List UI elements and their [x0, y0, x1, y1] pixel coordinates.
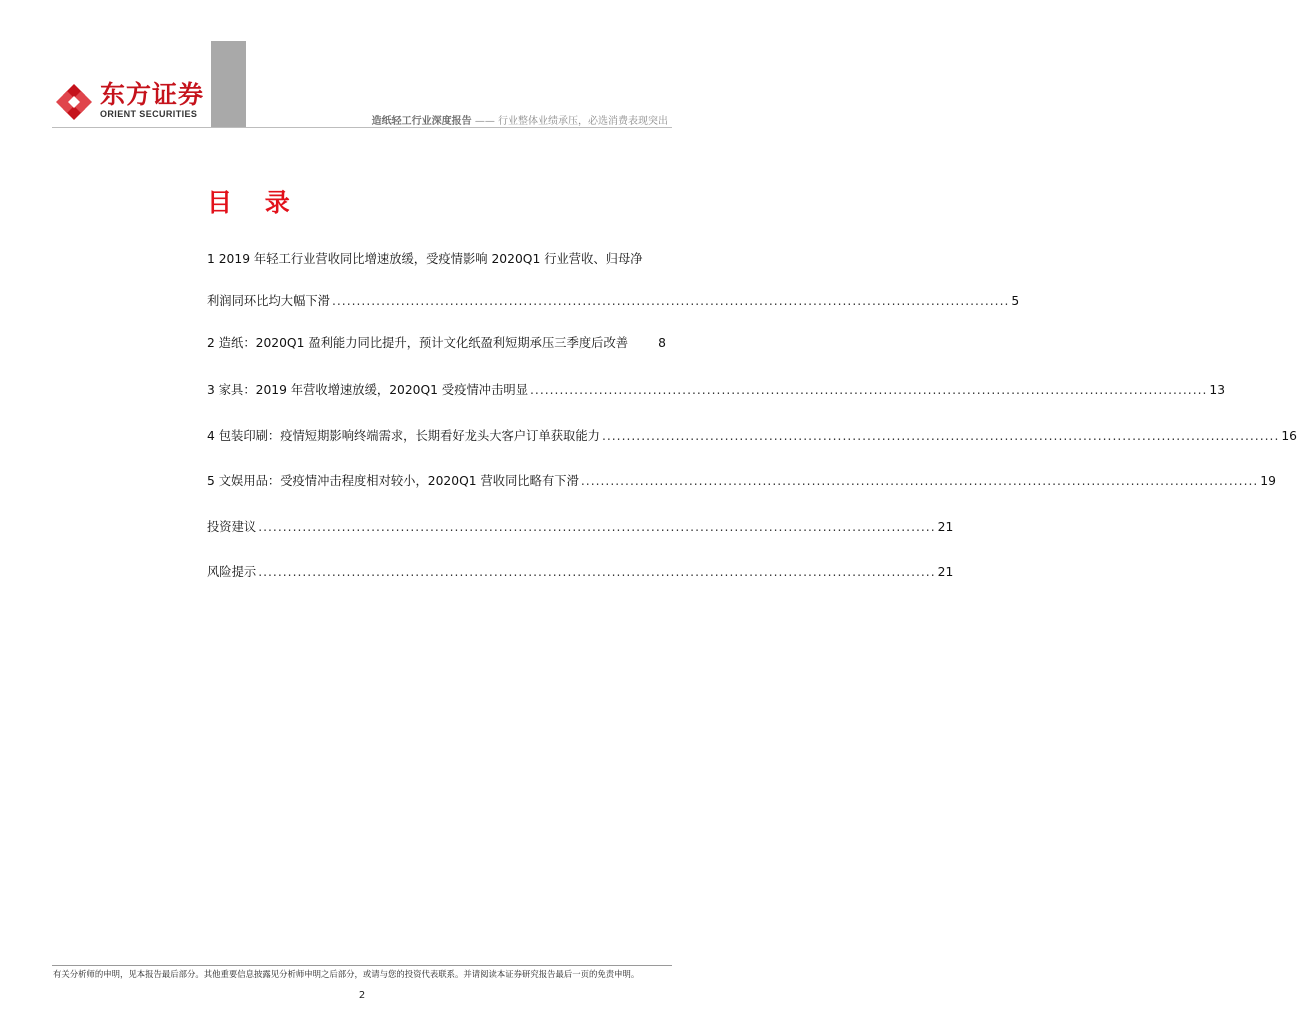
footer-divider: [52, 965, 672, 966]
header-decor-bar: [211, 41, 246, 127]
toc-leader-dots: ..........................................................................................................................................: [530, 383, 1208, 397]
toc-entry-3[interactable]: [207, 378, 1226, 402]
report-headline: —— 行业整体业绩承压，必选消费表现突出: [471, 116, 668, 127]
toc-page-number: 19: [1260, 474, 1276, 488]
toc-page-number: 16: [1281, 429, 1297, 443]
brand-name-en: ORIENT SECURITIES: [100, 109, 198, 119]
toc-entry-2[interactable]: [207, 331, 666, 355]
toc-leader-dots: ..........................................................................................................................................: [580, 474, 1259, 488]
toc-leader-dots: ..........................................................................................................................................: [331, 294, 1010, 308]
toc-entry-7[interactable]: [207, 560, 954, 584]
toc-leader-dots: ..........................................................................................................................................: [601, 429, 1280, 443]
toc-page-number: 21: [937, 565, 954, 579]
toc-entry-text: 3 家具：2019 年营收增速放缓，2020Q1 受疫情冲击明显: [207, 383, 528, 397]
toc-leader-dots: ..........................................................................................................................................: [258, 520, 936, 534]
toc-entry-text: 风险提示: [207, 565, 257, 579]
toc-entry-text: 2 造纸：2020Q1 盈利能力同比提升，预计文化纸盈利短期承压三季度后改善: [207, 336, 629, 350]
toc-page-number: 5: [1011, 294, 1020, 308]
brand-name-cn: 东方证券: [100, 80, 205, 109]
page-number: 2: [358, 990, 366, 1001]
header-divider: [52, 127, 672, 128]
toc-title: 目 录: [207, 188, 302, 217]
toc-entry-text: 5 文娱用品：受疫情冲击程度相对较小，2020Q1 营收同比略有下滑: [207, 474, 579, 488]
toc-leader-dots: ..........................................................................................................................................: [258, 565, 936, 579]
toc-entry-1[interactable]: [207, 247, 1020, 313]
toc-page-number: 8: [658, 336, 666, 350]
report-category: 造纸轻工行业深度报告: [371, 116, 472, 127]
footer-disclaimer: 有关分析师的申明，见本报告最后部分。其他重要信息披露见分析师申明之后部分，或请与您的投资代表联系。并请阅读本证券研究报告最后一页的免责申明。: [53, 969, 640, 979]
toc-entry-5[interactable]: [207, 469, 1276, 493]
toc-page-number: 21: [937, 520, 954, 534]
toc-page-number: 13: [1209, 383, 1226, 397]
report-title: [372, 112, 668, 127]
toc-entry-6[interactable]: [207, 515, 954, 539]
page-header: [0, 0, 724, 130]
toc-entry-text: 4 包装印刷：疫情短期影响终端需求，长期看好龙头大客户订单获取能力: [207, 429, 600, 443]
toc-entry-4[interactable]: [207, 424, 1297, 448]
toc-entry-text: 投资建议: [207, 520, 257, 534]
toc-entry-text: 利润同环比均大幅下滑: [207, 294, 330, 308]
orient-securities-logo-icon: [54, 82, 94, 122]
toc-entry-text-line1: 1 2019 年轻工行业营收同比增速放缓，受疫情影响 2020Q1 行业营收、归母净: [207, 252, 643, 266]
